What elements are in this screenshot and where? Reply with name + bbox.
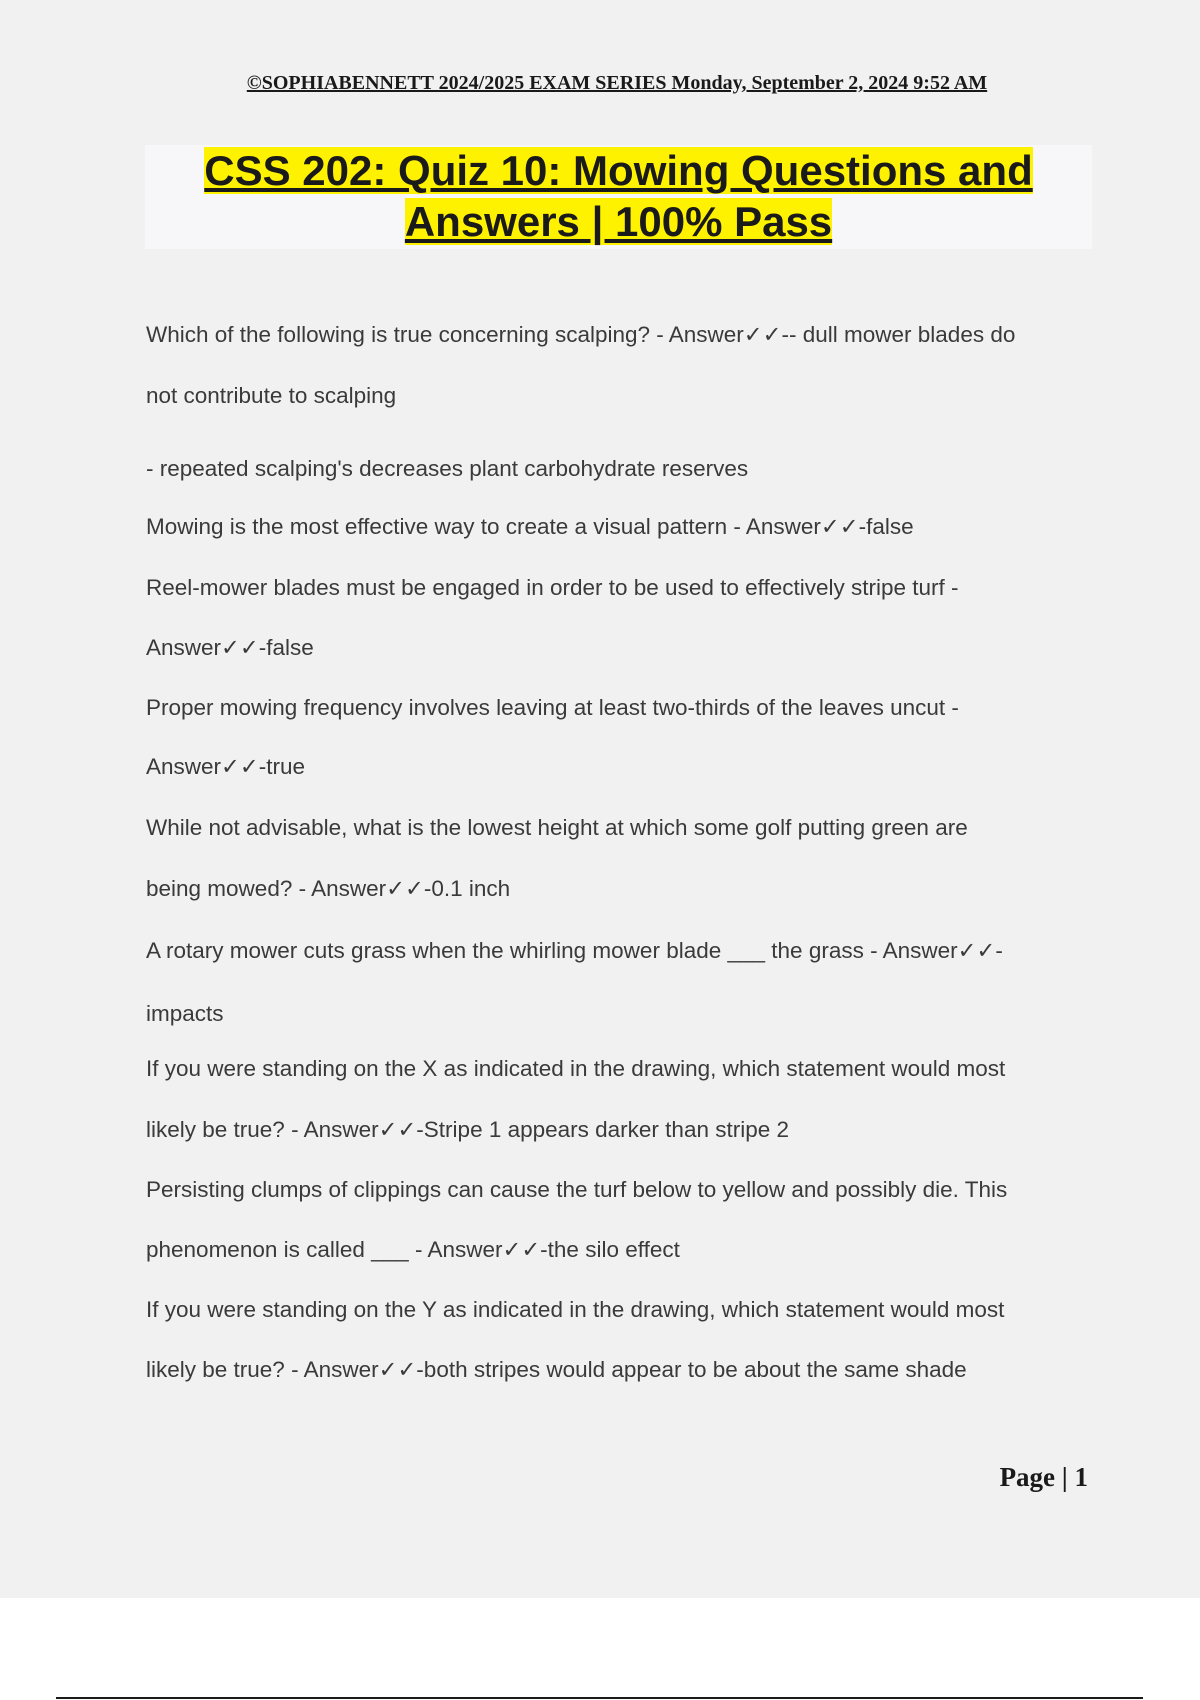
question-3-line-2: Answer✓✓-false (146, 635, 314, 660)
question-9-line-2: likely be true? - Answer✓✓-both stripes would appear to be about the same shade (146, 1357, 967, 1382)
title-line-1: CSS 202: Quiz 10: Mowing Questions and (204, 147, 1033, 194)
question-5-line-1: While not advisable, what is the lowest height at which some golf putting green are (146, 815, 968, 840)
question-9-line-1: If you were standing on the Y as indicated in the drawing, which statement would most (146, 1297, 1005, 1322)
title-line-2: Answers | 100% Pass (404, 198, 833, 245)
question-7-line-1: If you were standing on the X as indicated in the drawing, which statement would most (146, 1056, 1006, 1081)
question-3-line-1: Reel-mower blades must be engaged in order to be used to effectively stripe turf - (146, 575, 959, 600)
question-2-line-1: Mowing is the most effective way to create a visual pattern - Answer✓✓-false (146, 514, 914, 539)
question-7-line-2: likely be true? - Answer✓✓-Stripe 1 appears darker than stripe 2 (146, 1117, 790, 1142)
question-6-line-2: impacts (146, 1001, 224, 1026)
question-5-line-2: being mowed? - Answer✓✓-0.1 inch (146, 876, 511, 901)
question-6-line-1: A rotary mower cuts grass when the whirling mower blade ___ the grass - Answer✓✓- (146, 938, 1003, 963)
question-1-line-1: Which of the following is true concerning scalping? - Answer✓✓-- dull mower blades do (146, 322, 1016, 347)
question-1-line-3: - repeated scalping's decreases plant carbohydrate reserves (146, 456, 749, 481)
footer-rule (56, 1697, 1143, 1699)
question-1-line-2: not contribute to scalping (146, 383, 397, 408)
question-8-line-2: phenomenon is called ___ - Answer✓✓-the silo effect (146, 1237, 680, 1262)
document-title (145, 145, 1092, 249)
page-header: ©SOPHIABENNETT 2024/2025 EXAM SERIES Monday, September 2, 2024 9:52 AM (246, 72, 988, 94)
question-4-line-1: Proper mowing frequency involves leaving at least two-thirds of the leaves uncut - (146, 695, 959, 720)
page-number: Page | 1 (999, 1462, 1088, 1492)
question-8-line-1: Persisting clumps of clippings can cause the turf below to yellow and possibly die. This (146, 1177, 1008, 1202)
question-4-line-2: Answer✓✓-true (146, 754, 305, 779)
